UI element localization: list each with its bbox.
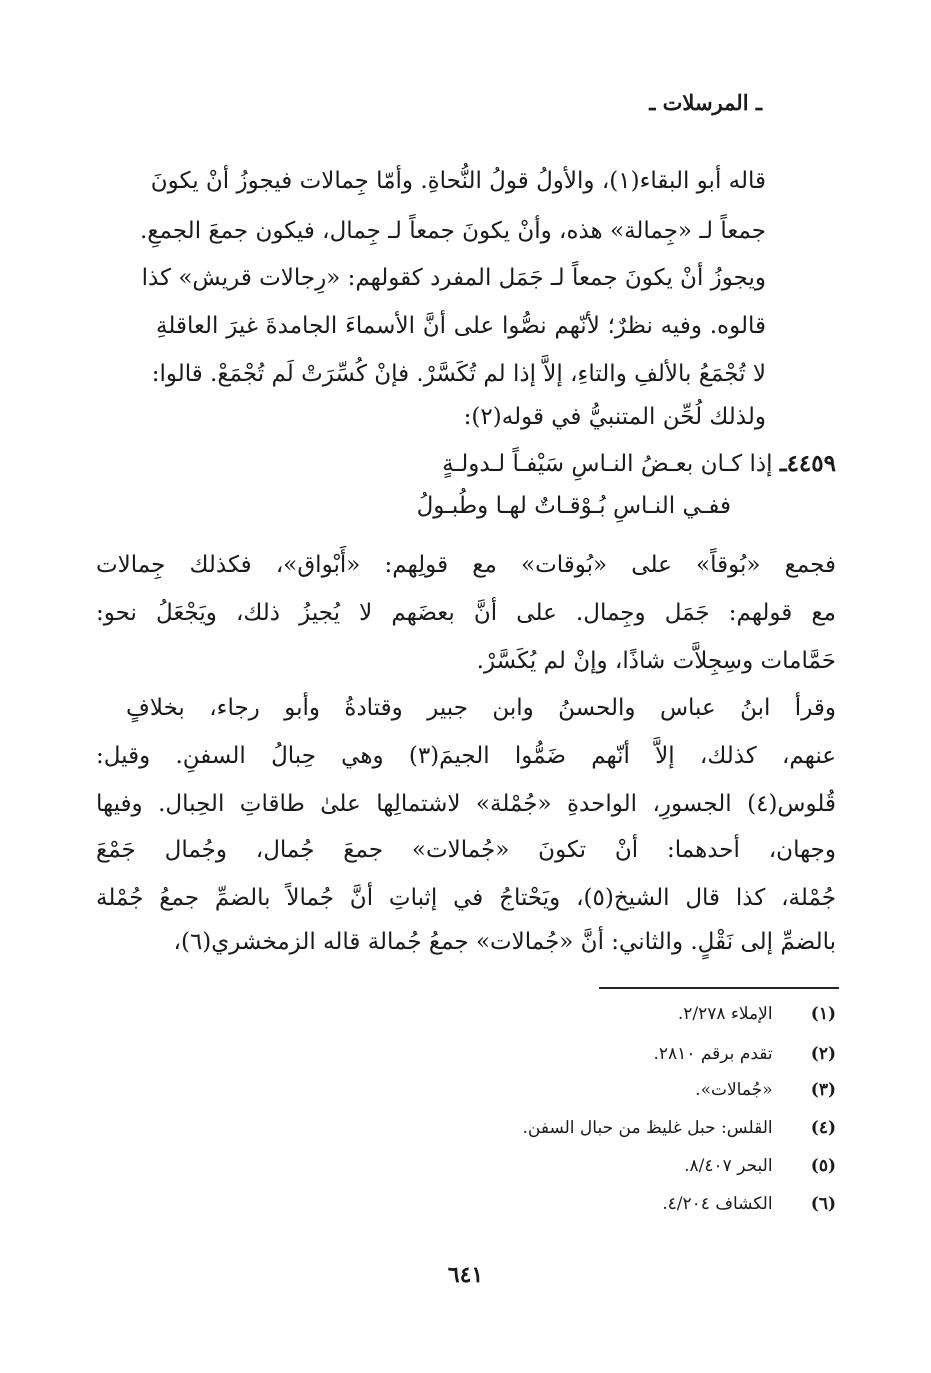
footnote — [684, 1156, 836, 1176]
verse-hemistich-1: إذا كـان بعـضُ النـاسِ سَيْفـاً لـدولـةٍ — [442, 451, 773, 477]
paragraph-2-line: حَمَّامات وسِجِلاَّت شاذًا، وإنْ لم يُكَسَّرْ. — [476, 648, 836, 674]
footnote-separator — [599, 987, 839, 989]
footnote-text: الإملاء ٢/٢٧٨. — [677, 1004, 773, 1024]
paragraph-3-line: جُمْلة، كذا قال الشيخ(٥)، ويَحْتاجُ في إثباتِ أنَّ جُمالاً بالضمِّ جمعُ جُمْلة — [96, 885, 836, 911]
paragraph-1-line: ولذلك لُحِّن المتنبيُّ في قوله(٢): — [463, 404, 766, 430]
paragraph-1-line: جمعاً لـ «جِمالة» هذه، وأنْ يكونَ جمعاً لـ جِمال، فيكون جمعَ الجمعِ. — [139, 218, 766, 244]
paragraph-3-line: وجهان، أحدهما: أنْ تكونَ «جُمالات» جمعَ جُمال، وجُمال جَمْعَ — [96, 837, 836, 863]
footnote — [523, 1118, 836, 1138]
page-number: ٦٤١ — [447, 1262, 484, 1288]
footnote-label: (٥) — [810, 1156, 836, 1176]
paragraph-1-line: ويجوزُ أنْ يكونَ جمعاً لـ جَمَل المفرد كقولهم: «رِجالات قريش» كذا — [141, 265, 766, 291]
footnote-text: الكشاف ٤/٢٠٤. — [662, 1194, 773, 1214]
verse-line-2 — [417, 493, 731, 519]
paragraph-2-line: مع قولهم: جَمَل وجِمال. على أنَّ بعضَهم لا يُجيزُ ذلك، ويَجْعَلُ نحو: — [96, 600, 836, 626]
footnote-label: (٦) — [810, 1194, 836, 1214]
footnote-label: (٢) — [810, 1044, 836, 1064]
paragraph-1-line: قاله أبو البقاء(١)، والأولُ قولُ النُّحاةِ. وأمّا جِمالات فيجوزُ أنْ يكونَ — [150, 168, 766, 194]
footnote-label: (٣) — [810, 1080, 836, 1100]
paragraph-2-line: فجمع «بُوقاً» على «بُوقات» مع قولِهم: «أَبْواق»، فكذلك جِمالات — [96, 552, 836, 578]
paragraph-1-line: لا تُجْمَعُ بالألفِ والتاءِ، إلاَّ إذا لم تُكَسَّرْ. فإنْ كُسِّرَتْ لَم تُجْمَعْ. قالوا: — [151, 361, 766, 387]
footnote-text: القلس: حبل غليظ من حبال السفن. — [522, 1118, 773, 1138]
footnote-text: البحر ٨/٤٠٧. — [684, 1156, 773, 1176]
verse-line-1 — [442, 450, 836, 477]
paragraph-3-line: بالضمِّ إلى نَقْلٍ. والثاني: أنَّ «جُمالات» جمعُ جُمالة قاله الزمخشري(٦)، — [173, 929, 836, 955]
footnote — [662, 1194, 836, 1214]
paragraph-3-line: وقرأ ابنُ عباس والحسنُ وابن جبير وقتادةُ وأبو رجاء، بخلافٍ — [126, 695, 836, 721]
verse-hemistich-2: ففـي النـاسِ بُـوْقـاتٌ لهـا وطُبـولُ — [416, 493, 731, 519]
verse-number: ٤٤٥٩ـ — [779, 450, 836, 477]
paragraph-3-line: عنهم، كذلك، إلاَّ أنّهم ضَمُّوا الجيمَ(٣) وهي حِبالُ السفنِ. وقيل: — [96, 743, 836, 769]
footnote — [678, 1004, 836, 1024]
footnote — [654, 1044, 836, 1064]
footnote-text: «جُمالات». — [695, 1080, 773, 1100]
footnote-text: تقدم برقم ٢٨١٠. — [653, 1044, 773, 1064]
footnote — [695, 1080, 836, 1100]
paragraph-3-line: قُلوس(٤) الجسورِ، الواحدةِ «جُمْلة» لاشتمالِها علىٰ طاقاتِ الحِبال. وفيها — [96, 791, 836, 817]
footnote-label: (٤) — [810, 1118, 836, 1138]
running-header: ـ المرسلات ـ — [649, 90, 762, 115]
footnote-label: (١) — [810, 1004, 836, 1024]
paragraph-1-line: قالوه. وفيه نظرٌ؛ لأنّهم نصُّوا على أنَّ الأسماءَ الجامدةَ غيرَ العاقلةِ — [156, 313, 766, 339]
